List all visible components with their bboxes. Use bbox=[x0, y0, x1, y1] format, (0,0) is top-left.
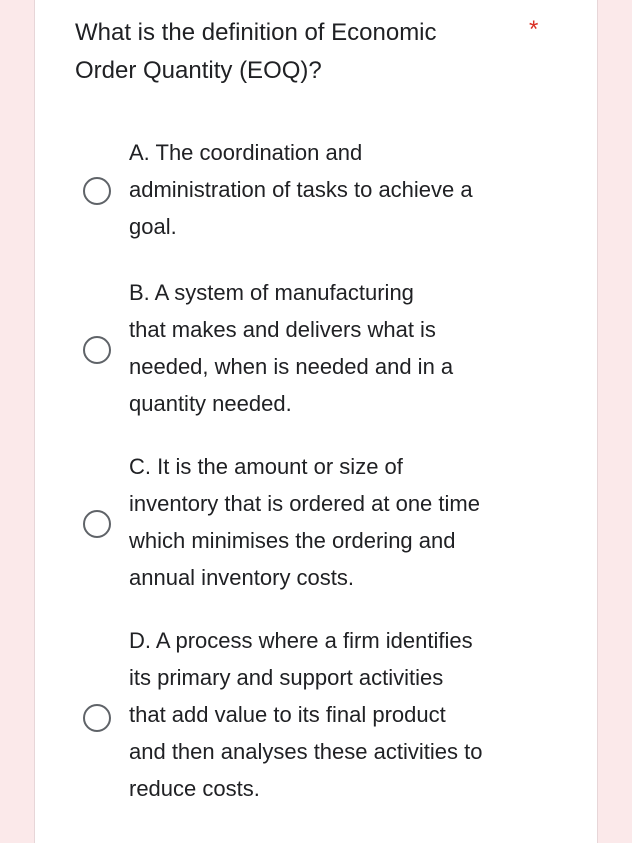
radio-button-b[interactable] bbox=[83, 336, 111, 364]
required-asterisk: * bbox=[529, 16, 539, 43]
option-b[interactable] bbox=[75, 274, 575, 424]
option-d[interactable] bbox=[75, 622, 575, 810]
radio-button-d[interactable] bbox=[83, 704, 111, 732]
option-d-label: D. A process where a firm identifies its primary and support activities that add value to its final product and then analyses these activities to reduce costs. bbox=[129, 628, 483, 801]
radio-button-c[interactable] bbox=[83, 510, 111, 538]
option-c-label: C. It is the amount or size of inventory that is ordered at one time which minimises the ordering and annual inventory costs. bbox=[129, 454, 480, 590]
option-a-label: A. The coordination and administration of tasks to achieve a goal. bbox=[129, 140, 473, 239]
option-b-label: B. A system of manufacturing that makes and delivers what is needed, when is needed and in a quantity needed. bbox=[129, 280, 454, 416]
option-c[interactable] bbox=[75, 448, 575, 598]
question-card bbox=[34, 0, 598, 843]
radio-button-a[interactable] bbox=[83, 177, 111, 205]
option-a[interactable] bbox=[75, 134, 575, 246]
question-title: What is the definition of Economic Order Quantity (EOQ)? bbox=[75, 19, 437, 84]
